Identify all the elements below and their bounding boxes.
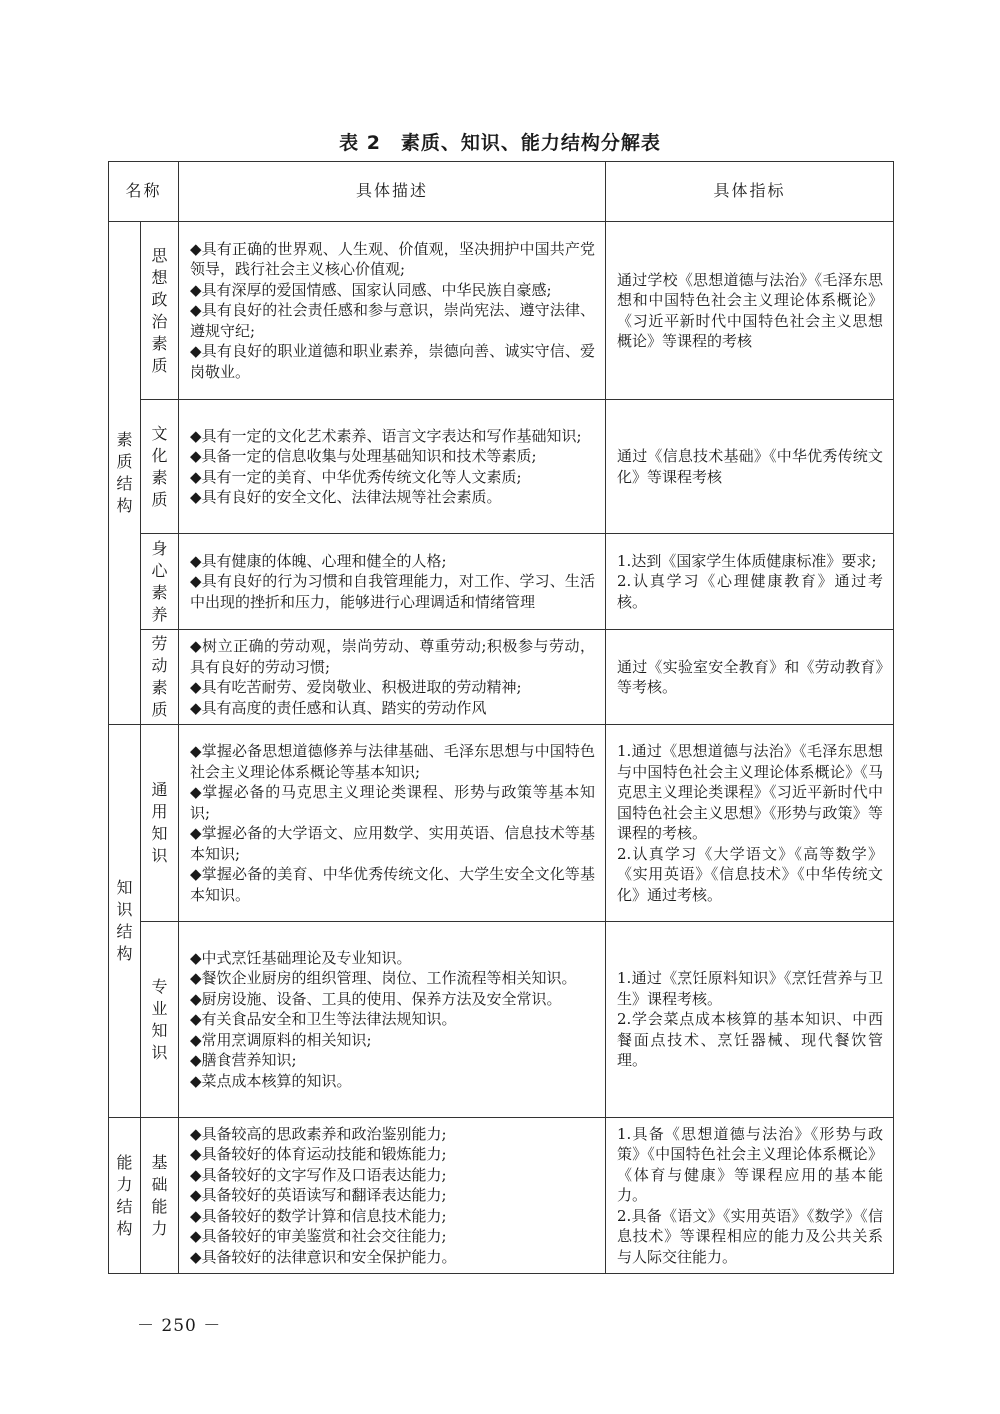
category-label: 知识结构 — [116, 878, 133, 963]
structure-table — [108, 161, 894, 1274]
indicator-cell: 通过《信息技术基础》《中华优秀传统文化》等课程考核 — [606, 400, 894, 534]
subcategory-label: 基础能力 — [151, 1152, 168, 1238]
page-number: － 250 － — [137, 1316, 222, 1336]
table-row — [109, 534, 894, 630]
header-indicator: 具体指标 — [606, 162, 894, 222]
table-row — [109, 725, 894, 922]
subcategory — [141, 922, 179, 1118]
table-row — [109, 222, 894, 400]
description-cell: ◆具有健康的体魄、心理和健全的人格; ◆具有良好的行为习惯和自我管理能力，对工作、学习、生活中出现的挫折和压力，能够进行心理调适和情绪管理 — [179, 534, 606, 630]
description-cell: ◆掌握必备思想道德修养与法律基础、毛泽东思想与中国特色社会主义理论体系概论等基本知识; ◆掌握必备的马克思主义理论类课程、形势与政策等基本知识; ◆掌握必备的大学语文、应用数学、实用英语、信息技术等基本知识; ◆掌握必备的美育、中华优秀传统文化、大学生安全文化等基本知识。 — [179, 725, 606, 922]
description-cell: ◆具有一定的文化艺术素养、语言文字表达和写作基础知识; ◆具备一定的信息收集与处理基础知识和技术等素质; ◆具有一定的美育、中华优秀传统文化等人文素质; ◆具有良好的安全文化、法律法规等社会素质。 — [179, 400, 606, 534]
indicator-cell: 1.通过《思想道德与法治》《毛泽东思想与中国特色社会主义理论体系概论》《马克思主义理论类课程》《习近平新时代中国特色社会主义思想》《形势与政策》等课程的考核。 2.认真学习《大学语文》《高等数学》《实用英语》《信息技术》《中华传统文化》通过考核。 — [606, 725, 894, 922]
subcategory-label: 文化素质 — [151, 423, 168, 509]
subcategory-label: 专业知识 — [151, 976, 168, 1062]
subcategory-label: 劳动素质 — [151, 634, 168, 719]
description-cell: ◆树立正确的劳动观，崇尚劳动、尊重劳动;积极参与劳动，具有良好的劳动习惯; ◆具有吃苦耐劳、爱岗敬业、积极进取的劳动精神; ◆具有高度的责任感和认真、踏实的劳动作风 — [179, 630, 606, 725]
table-row — [109, 922, 894, 1118]
table-row — [109, 1118, 894, 1274]
category-quality — [109, 222, 141, 725]
category-knowledge — [109, 725, 141, 1118]
subcategory-label: 通用知识 — [151, 780, 168, 865]
subcategory — [141, 222, 179, 400]
indicator-cell: 1.达到《国家学生体质健康标准》要求; 2.认真学习《心理健康教育》通过考核。 — [606, 534, 894, 630]
table-row — [109, 400, 894, 534]
header-description: 具体描述 — [179, 162, 606, 222]
description-cell: ◆具有正确的世界观、人生观、价值观，坚决拥护中国共产党领导，践行社会主义核心价值观; ◆具有深厚的爱国情感、国家认同感、中华民族自豪感; ◆具有良好的社会责任感和参与意识，崇尚宪法、遵守法律、遵规守纪; ◆具有良好的职业道德和职业素养，崇德向善、诚实守信、爱岗敬业。 — [179, 222, 606, 400]
subcategory — [141, 534, 179, 630]
category-ability — [109, 1118, 141, 1274]
indicator-cell: 1.具备《思想道德与法治》《形势与政策》《中国特色社会主义理论体系概论》《体育与健康》等课程应用的基本能力。 2.具备《语文》《实用英语》《数学》《信息技术》等课程相应的能力及公共关系与人际交往能力。 — [606, 1118, 894, 1274]
subcategory-label: 思想政治素质 — [151, 245, 168, 375]
table-row — [109, 630, 894, 725]
subcategory-label: 身心素养 — [151, 538, 168, 624]
description-cell: ◆中式烹饪基础理论及专业知识。 ◆餐饮企业厨房的组织管理、岗位、工作流程等相关知识。 ◆厨房设施、设备、工具的使用、保养方法及安全常识。 ◆有关食品安全和卫生等法律法规知识。 ◆常用烹调原料的相关知识; ◆膳食营养知识; ◆菜点成本核算的知识。 — [179, 922, 606, 1118]
subcategory — [141, 1118, 179, 1274]
category-label: 素质结构 — [116, 430, 133, 515]
indicator-cell: 1.通过《烹饪原料知识》《烹饪营养与卫生》课程考核。 2.学会菜点成本核算的基本知识、中西餐面点技术、烹饪器械、现代餐饮管理。 — [606, 922, 894, 1118]
description-cell: ◆具备较高的思政素养和政治鉴别能力; ◆具备较好的体育运动技能和锻炼能力; ◆具备较好的文字写作及口语表达能力; ◆具备较好的英语读写和翻译表达能力; ◆具备较好的数学计算和信息技术能力; ◆具备较好的审美鉴赏和社会交往能力; ◆具备较好的法律意识和安全保护能力。 — [179, 1118, 606, 1274]
indicator-cell: 通过学校《思想道德与法治》《毛泽东思想和中国特色社会主义理论体系概论》《习近平新时代中国特色社会主义思想概论》等课程的考核 — [606, 222, 894, 400]
subcategory — [141, 725, 179, 922]
header-row — [109, 162, 894, 222]
category-label: 能力结构 — [116, 1152, 133, 1238]
indicator-cell: 通过《实验室安全教育》和《劳动教育》等考核。 — [606, 630, 894, 725]
header-name: 名称 — [109, 162, 179, 222]
subcategory — [141, 630, 179, 725]
subcategory — [141, 400, 179, 534]
table-title: 表 2 素质、知识、能力结构分解表 — [339, 132, 661, 154]
